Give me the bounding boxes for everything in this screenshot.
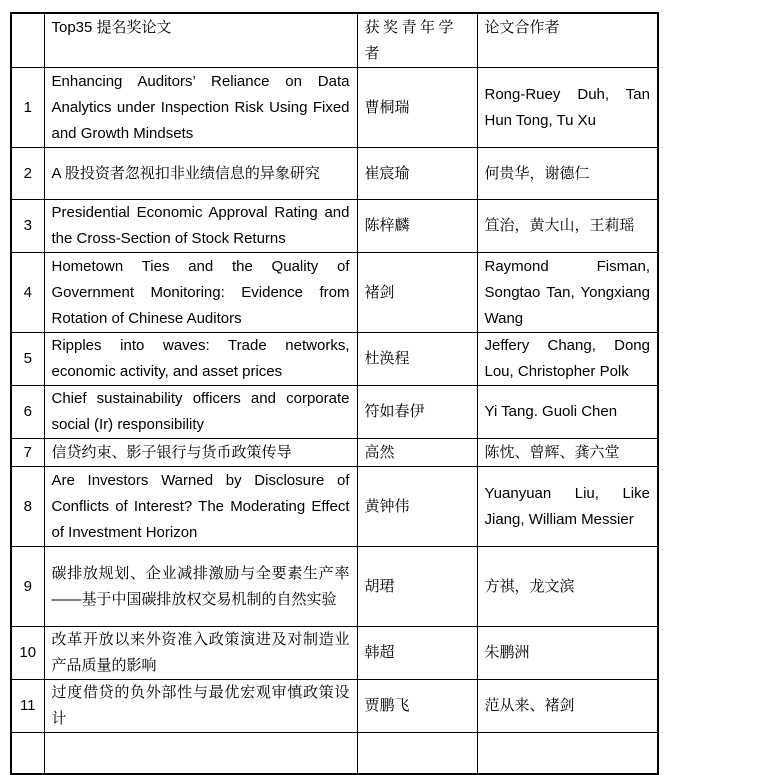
scholar-cell: 曹桐瑞 xyxy=(357,68,477,148)
coauthors-cell: 笪治，黄大山，王莉瑶 xyxy=(477,200,658,253)
header-number xyxy=(11,13,44,68)
paper-title-cell: A 股投资者忽视扣非业绩信息的异象研究 xyxy=(44,148,357,200)
table-row xyxy=(11,439,658,467)
coauthors-cell: Rong-Ruey Duh, Tan Hun Tong, Tu Xu xyxy=(477,68,658,148)
table-row xyxy=(11,253,658,333)
scholar-cell: 崔宸瑜 xyxy=(357,148,477,200)
scholar-cell: 韩超 xyxy=(357,627,477,680)
row-number-cell: 3 xyxy=(11,200,44,253)
coauthors-cell: Jeffery Chang, Dong Lou, Christopher Polk xyxy=(477,333,658,386)
paper-title-cell: Presidential Economic Approval Rating and the Cross-Section of Stock Returns xyxy=(44,200,357,253)
paper-title-cell: 过度借贷的负外部性与最优宏观审慎政策设计 xyxy=(44,680,357,733)
row-number-cell: 4 xyxy=(11,253,44,333)
row-number-cell: 6 xyxy=(11,386,44,439)
paper-title-cell: Chief sustainability officers and corporate social (Ir) responsibility xyxy=(44,386,357,439)
coauthors-cell: Raymond Fisman, Songtao Tan, Yongxiang Wang xyxy=(477,253,658,333)
coauthors-cell: 何贵华，谢德仁 xyxy=(477,148,658,200)
coauthors-cell: 方祺，龙文滨 xyxy=(477,547,658,627)
table-row xyxy=(11,386,658,439)
paper-title-cell: Hometown Ties and the Quality of Government Monitoring: Evidence from Rotation of Chinese Auditors xyxy=(44,253,357,333)
row-number-cell: 2 xyxy=(11,148,44,200)
scholar-cell: 符如春伊 xyxy=(357,386,477,439)
table-row xyxy=(11,68,658,148)
paper-title-cell: Enhancing Auditors’ Reliance on Data Analytics under Inspection Risk Using Fixed and Growth Mindsets xyxy=(44,68,357,148)
table-row xyxy=(11,333,658,386)
table-row xyxy=(11,467,658,547)
coauthors-cell: 朱鹏洲 xyxy=(477,627,658,680)
header-scholar: 获奖青年学者 xyxy=(357,13,477,68)
paper-title-cell: 信贷约束、影子银行与货币政策传导 xyxy=(44,439,357,467)
scholar-cell: 贾鹏飞 xyxy=(357,680,477,733)
coauthors-cell: 陈忱、曾辉、龚六堂 xyxy=(477,439,658,467)
scholar-cell: 陈梓麟 xyxy=(357,200,477,253)
header-coauthors: 论文合作者 xyxy=(477,13,658,68)
table-row xyxy=(11,627,658,680)
row-number-cell: 5 xyxy=(11,333,44,386)
row-number-cell: 11 xyxy=(11,680,44,733)
table-row xyxy=(11,148,658,200)
table-row xyxy=(11,547,658,627)
row-number-cell: 10 xyxy=(11,627,44,680)
paper-title-cell: Ripples into waves: Trade networks, economic activity, and asset prices xyxy=(44,333,357,386)
scholar-cell: 黄钟伟 xyxy=(357,467,477,547)
coauthors-cell: Yi Tang. Guoli Chen xyxy=(477,386,658,439)
row-number-cell xyxy=(11,733,44,775)
scholar-cell: 胡珺 xyxy=(357,547,477,627)
table-row-partial xyxy=(11,733,658,775)
paper-title-cell: Are Investors Warned by Disclosure of Conflicts of Interest? The Moderating Effect of Investment Horizon xyxy=(44,467,357,547)
coauthors-cell xyxy=(477,733,658,775)
row-number-cell: 7 xyxy=(11,439,44,467)
scholar-cell: 杜涣程 xyxy=(357,333,477,386)
paper-title-cell xyxy=(44,733,357,775)
table-header-row xyxy=(11,13,658,68)
scholar-cell xyxy=(357,733,477,775)
coauthors-cell: 范从来、褚剑 xyxy=(477,680,658,733)
coauthors-cell: Yuanyuan Liu, Like Jiang, William Messier xyxy=(477,467,658,547)
award-papers-table xyxy=(10,12,659,775)
row-number-cell: 1 xyxy=(11,68,44,148)
paper-title-cell: 碳排放规划、企业减排激励与全要素生产率——基于中国碳排放权交易机制的自然实验 xyxy=(44,547,357,627)
header-paper-title: Top35 提名奖论文 xyxy=(44,13,357,68)
table-row xyxy=(11,680,658,733)
table-row xyxy=(11,200,658,253)
paper-title-cell: 改革开放以来外资准入政策演进及对制造业产品质量的影响 xyxy=(44,627,357,680)
scholar-cell: 高然 xyxy=(357,439,477,467)
row-number-cell: 9 xyxy=(11,547,44,627)
scholar-cell: 褚剑 xyxy=(357,253,477,333)
row-number-cell: 8 xyxy=(11,467,44,547)
